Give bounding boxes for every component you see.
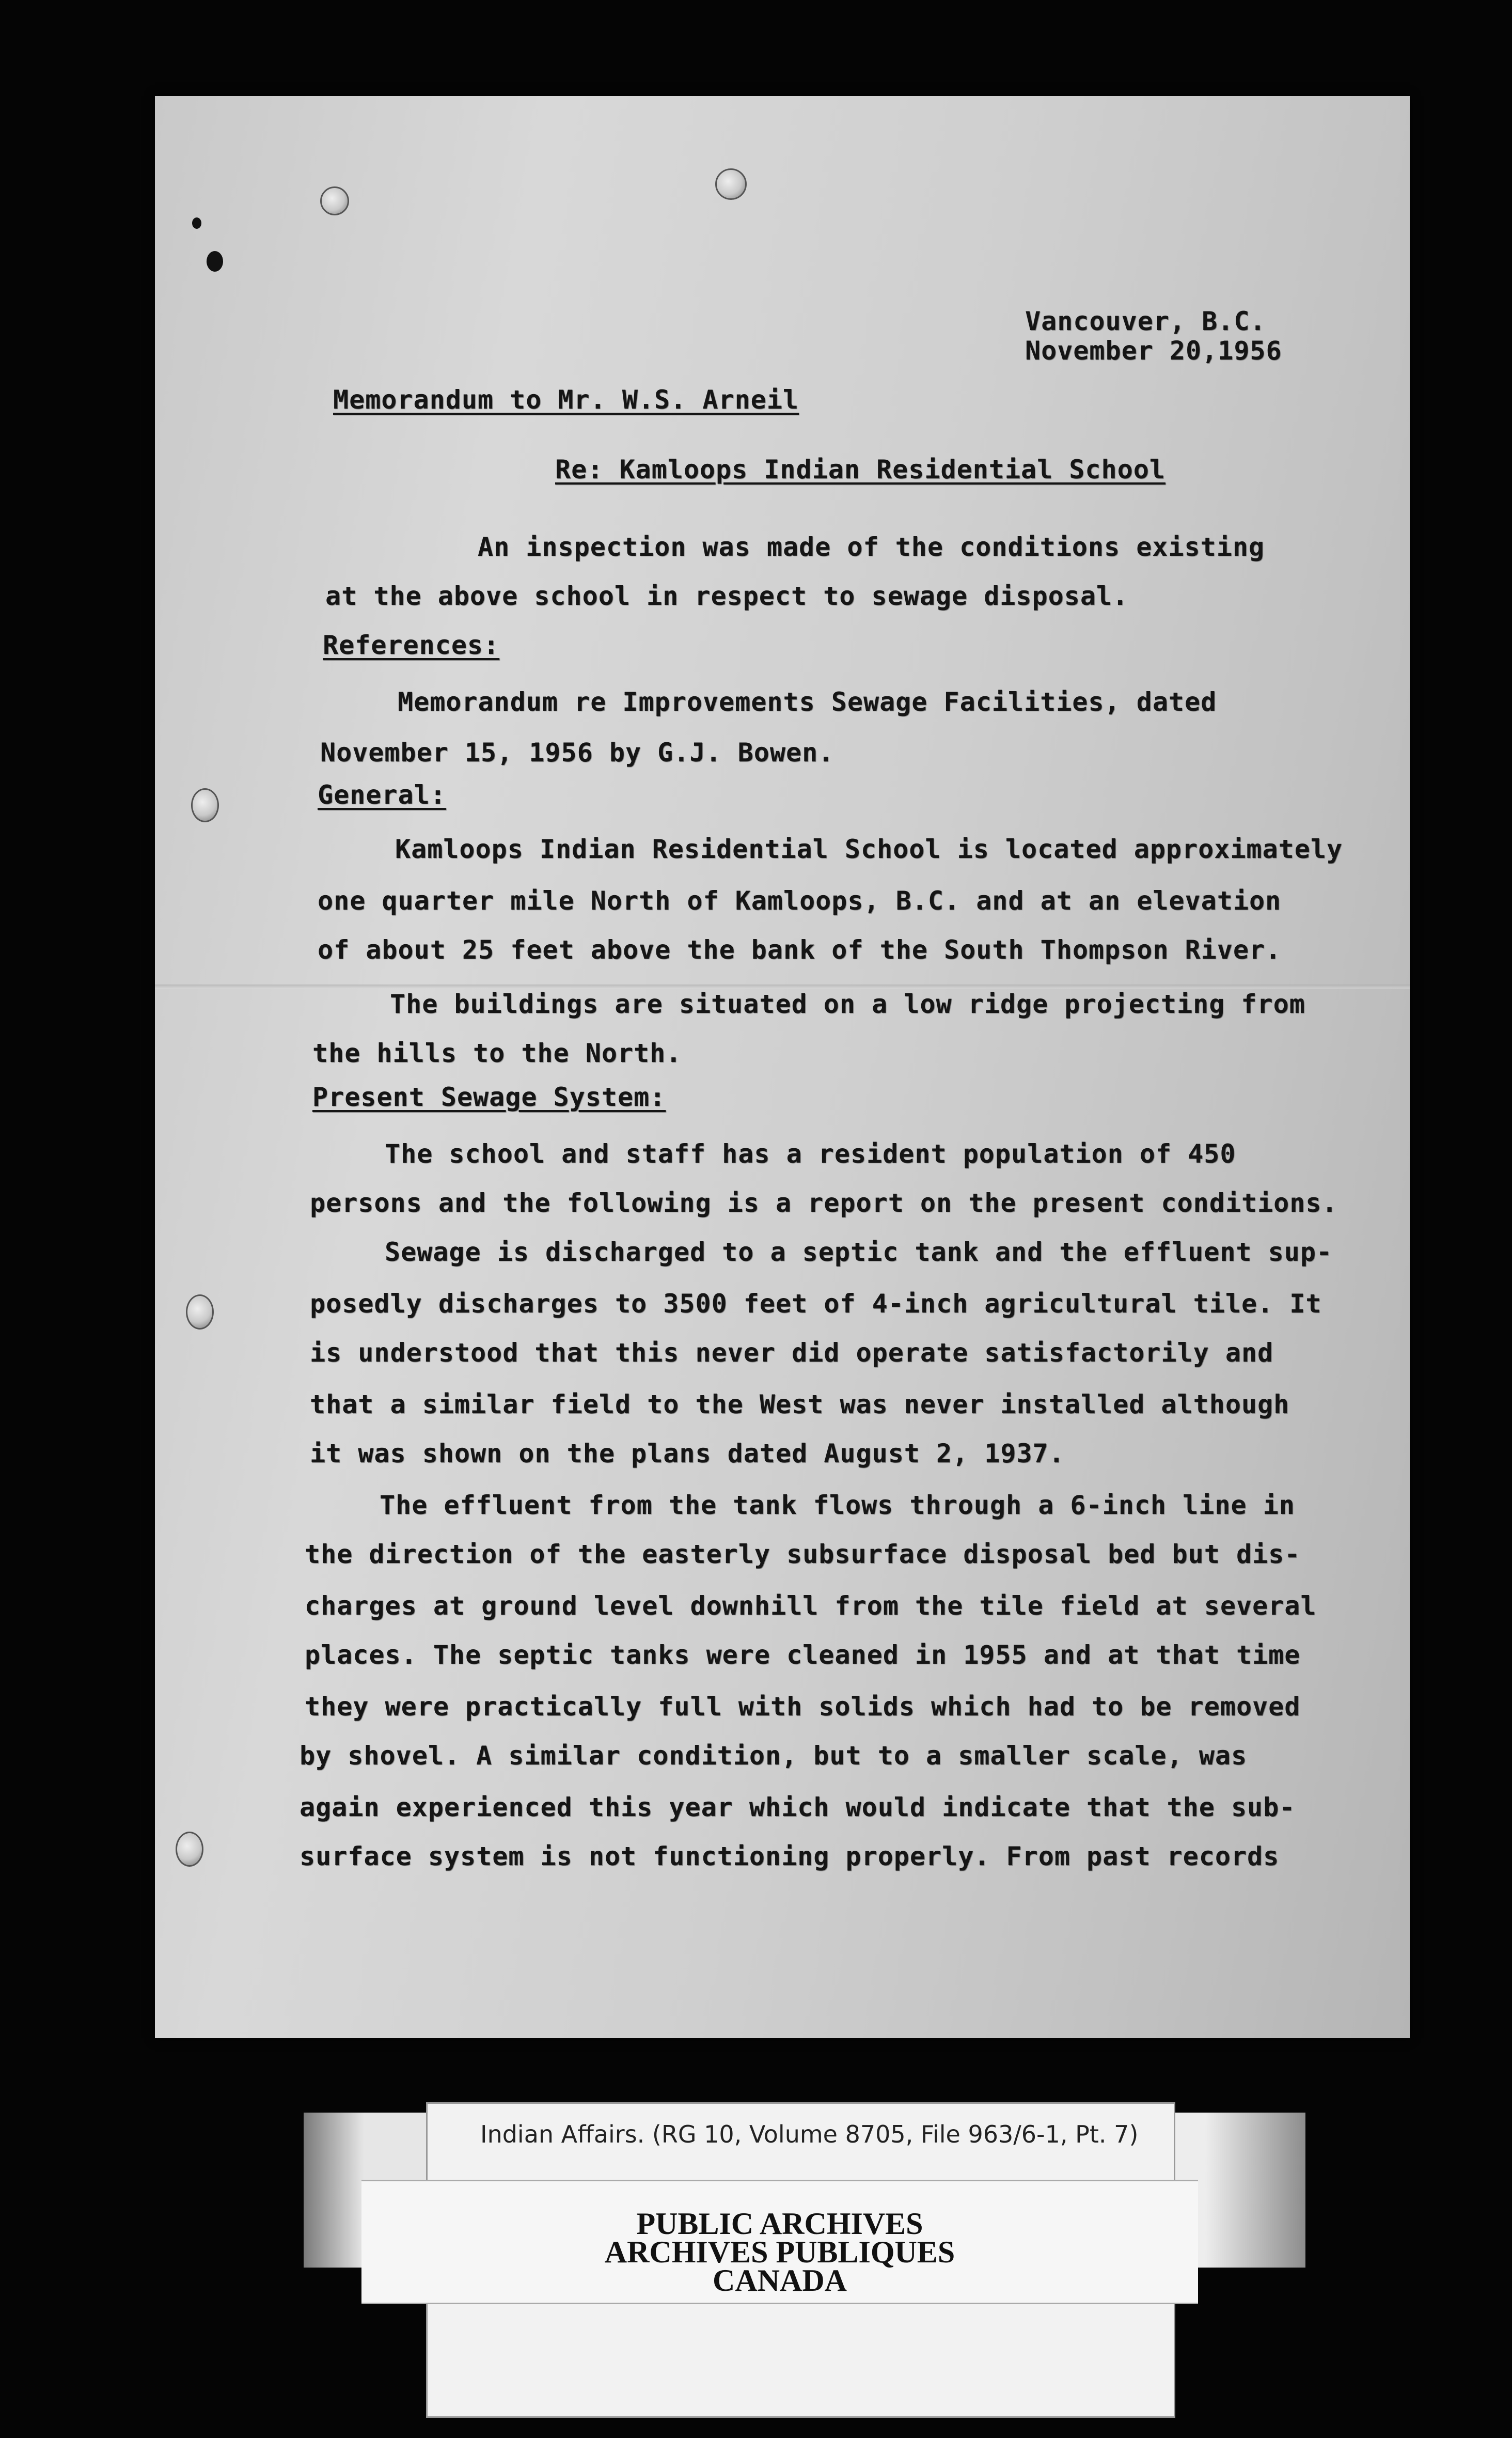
present-system-line: is understood that this never did operate satisfactorily and	[310, 1338, 1274, 1368]
references-line: Memorandum re Improvements Sewage Facilities, dated	[398, 687, 1217, 717]
archive-name-fr: ARCHIVES PUBLIQUES	[604, 2235, 955, 2269]
archive-citation: Indian Affairs. (RG 10, Volume 8705, File 963/6-1, Pt. 7)	[480, 2120, 1139, 2148]
present-system-line: again experienced this year which would indicate that the sub-	[300, 1792, 1296, 1822]
punch-hole	[191, 788, 219, 822]
header-date: November 20,1956	[1025, 336, 1282, 366]
punch-hole	[715, 168, 747, 200]
ink-speck	[192, 217, 201, 229]
memo-subject: Re: Kamloops Indian Residential School	[555, 455, 1166, 485]
present-system-line: surface system is not functioning properly. From past records	[300, 1841, 1280, 1871]
present-system-line: it was shown on the plans dated August 2, 1937.	[310, 1439, 1065, 1468]
punch-hole	[176, 1832, 203, 1867]
present-system-line: The effluent from the tank flows through a 6-inch line in	[380, 1490, 1295, 1520]
general-line: one quarter mile North of Kamloops, B.C. and at an elevation	[318, 886, 1282, 916]
references-heading: References:	[323, 630, 500, 660]
intro-line: An inspection was made of the conditions existing	[478, 532, 1265, 562]
present-system-line: posedly discharges to 3500 feet of 4-inch agricultural tile. It	[310, 1289, 1322, 1319]
present-system-line: places. The septic tanks were cleaned in 1955 and at that time	[305, 1640, 1301, 1670]
punch-hole	[186, 1294, 214, 1330]
present-system-line: persons and the following is a report on the present conditions.	[310, 1188, 1338, 1218]
present-system-line: The school and staff has a resident population of 450	[385, 1139, 1236, 1169]
present-system-line: charges at ground level downhill from the tile field at several	[305, 1591, 1317, 1621]
page-fold	[155, 984, 1410, 989]
present-system-line: they were practically full with solids which had to be removed	[305, 1692, 1301, 1722]
present-system-line: Sewage is discharged to a septic tank and the effluent sup-	[385, 1237, 1333, 1267]
present-system-heading: Present Sewage System:	[312, 1082, 666, 1112]
memo-addressee: Memorandum to Mr. W.S. Arneil	[333, 385, 799, 415]
archive-country: CANADA	[713, 2263, 847, 2298]
present-system-line: the direction of the easterly subsurface disposal bed but dis-	[305, 1539, 1301, 1569]
present-system-line: that a similar field to the West was never installed although	[310, 1389, 1290, 1419]
punch-hole	[320, 186, 349, 215]
references-line: November 15, 1956 by G.J. Bowen.	[320, 738, 834, 768]
present-system-line: by shovel. A similar condition, but to a smaller scale, was	[300, 1741, 1248, 1771]
general-line: the hills to the North.	[312, 1038, 682, 1068]
general-line: Kamloops Indian Residential School is located approximately	[395, 834, 1343, 864]
header-place: Vancouver, B.C.	[1025, 306, 1266, 336]
general-line: The buildings are situated on a low ridge projecting from	[390, 989, 1305, 1019]
intro-line: at the above school in respect to sewage disposal.	[325, 581, 1129, 611]
general-heading: General:	[318, 780, 446, 810]
archive-name-en: PUBLIC ARCHIVES	[636, 2207, 923, 2241]
general-line: of about 25 feet above the bank of the South Thompson River.	[318, 935, 1282, 965]
ink-speck	[207, 251, 223, 272]
